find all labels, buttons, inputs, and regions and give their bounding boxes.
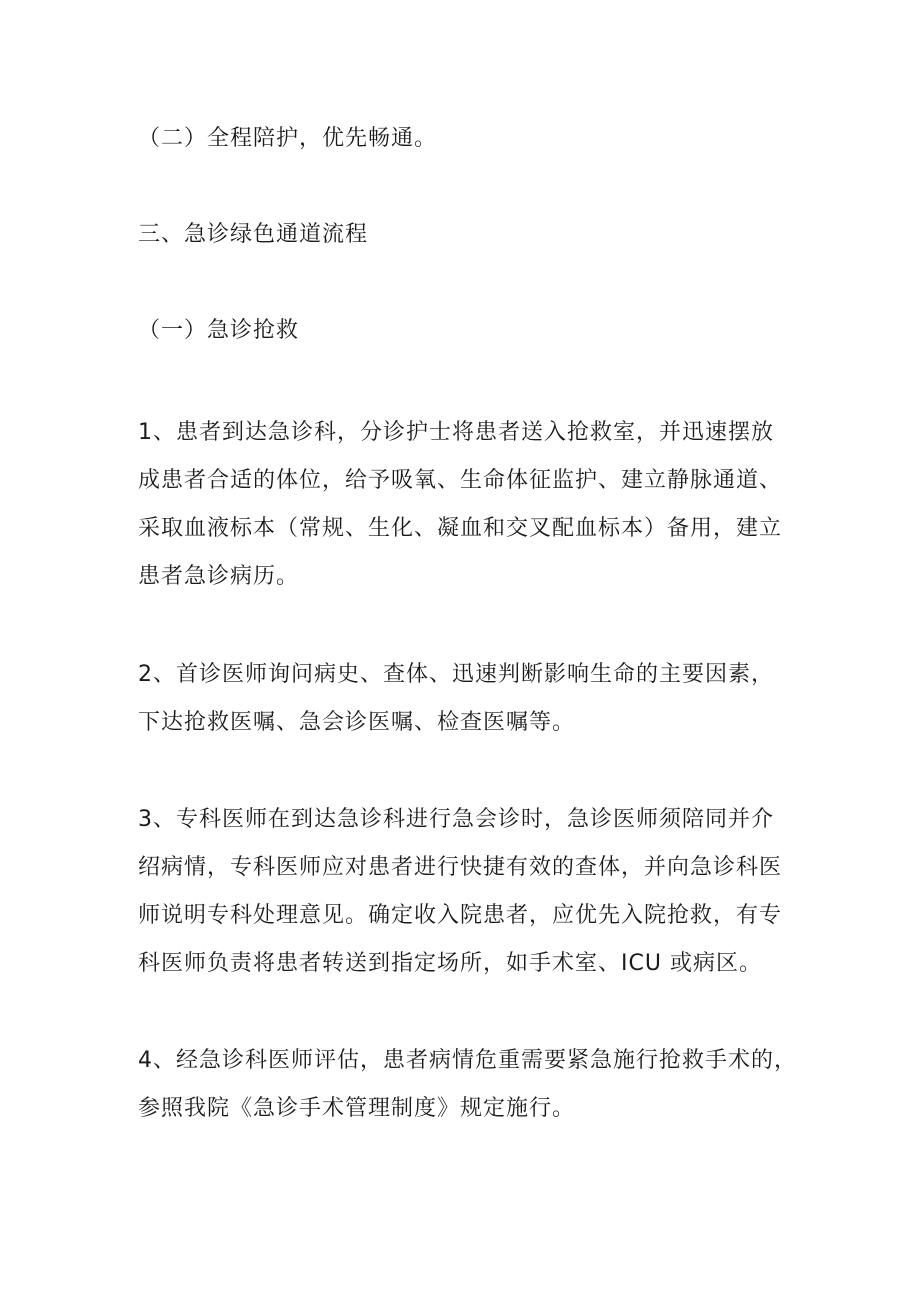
subheading-2: （二）全程陪护，优先畅通。 (138, 126, 438, 151)
paragraph-line: 绍病情，专科医师应对患者进行快捷有效的查体，并向急诊科医 (138, 855, 783, 880)
paragraph-line: 师说明专科处理意见。确定收入院患者，应优先入院抢救，有专 (138, 903, 783, 928)
subheading-1: （一）急诊抢救 (138, 318, 300, 343)
paragraph-line: 采取血液标本（常规、生化、凝血和交叉配血标本）备用，建立 (138, 516, 783, 541)
paragraph-line: 科医师负责将患者转送到指定场所，如手术室、ICU 或病区。 (138, 951, 762, 976)
paragraph-line: 成患者合适的体位，给予吸氧、生命体征监护、建立静脉通道、 (138, 468, 783, 493)
paragraph-line: 2、首诊医师询问病史、查体、迅速判断影响生命的主要因素， (138, 662, 774, 687)
paragraph-line: 患者急诊病历。 (138, 564, 300, 589)
paragraph-line: 下达抢救医嘱、急会诊医嘱、检查医嘱等。 (138, 710, 576, 735)
paragraph-line: 4、经急诊科医师评估，患者病情危重需要紧急施行抢救手术的， (138, 1048, 797, 1073)
paragraph-line: 参照我院《急诊手术管理制度》规定施行。 (138, 1096, 576, 1121)
paragraph-line: 3、专科医师在到达急诊科进行急会诊时，急诊医师须陪同并介 (138, 807, 774, 832)
section-3-heading: 三、急诊绿色通道流程 (138, 222, 369, 247)
paragraph-line: 1、患者到达急诊科，分诊护士将患者送入抢救室，并迅速摆放 (138, 420, 774, 445)
